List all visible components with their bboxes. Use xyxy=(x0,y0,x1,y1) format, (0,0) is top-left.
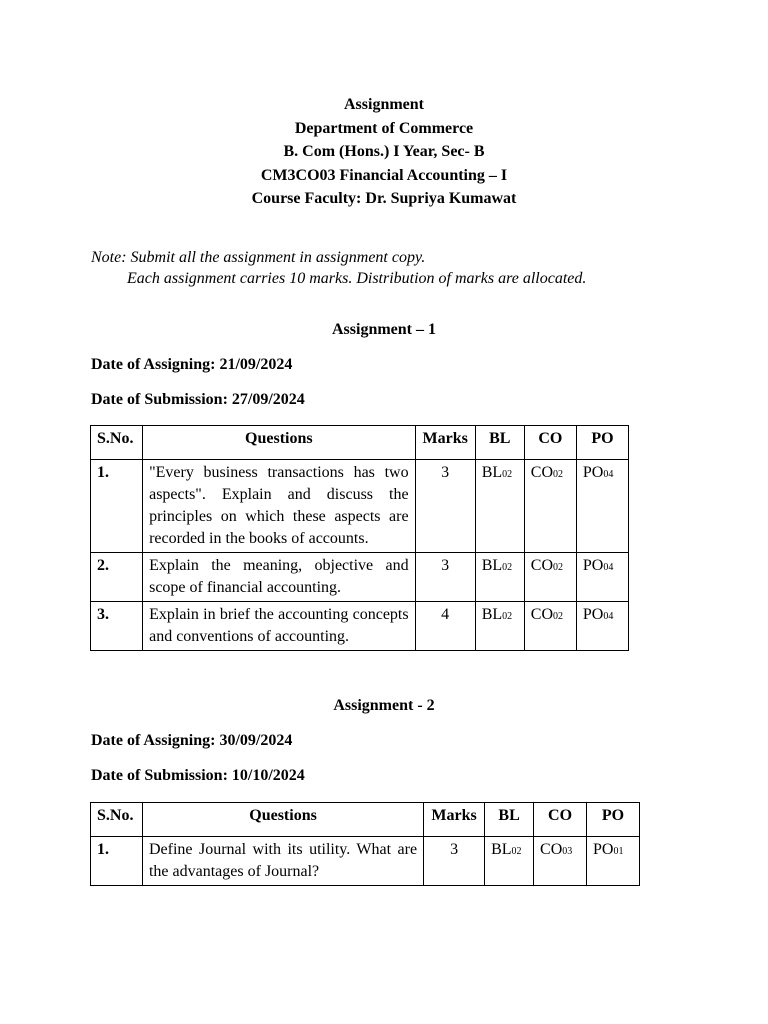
row-co: CO02 xyxy=(524,602,576,651)
table-header-row xyxy=(91,803,640,837)
col-sno: S.No. xyxy=(91,426,143,460)
assignment-1-table xyxy=(90,425,629,651)
row-marks: 4 xyxy=(415,602,475,651)
row-co: CO02 xyxy=(524,553,576,602)
table-row xyxy=(91,602,629,651)
col-po: PO xyxy=(576,426,628,460)
row-bl: BL02 xyxy=(485,837,534,886)
header-program: B. Com (Hons.) I Year, Sec- B xyxy=(283,143,485,161)
row-sno: 1. xyxy=(91,460,143,553)
row-po: PO04 xyxy=(576,602,628,651)
col-sno: S.No. xyxy=(91,803,143,837)
note-line-2: Each assignment carries 10 marks. Distribution of marks are allocated. xyxy=(127,270,587,287)
col-po: PO xyxy=(587,803,640,837)
row-co: CO02 xyxy=(524,460,576,553)
document-header xyxy=(0,93,768,211)
row-sno: 1. xyxy=(91,837,143,886)
row-bl: BL02 xyxy=(475,460,524,553)
col-bl: BL xyxy=(485,803,534,837)
row-po: PO01 xyxy=(587,837,640,886)
row-marks: 3 xyxy=(415,460,475,553)
row-po: PO04 xyxy=(576,553,628,602)
assignment-2-table xyxy=(90,802,640,886)
row-question: Explain the meaning, objective and scope of financial accounting. xyxy=(143,553,416,602)
assignment-1-date-submission: Date of Submission: 27/09/2024 xyxy=(91,391,305,408)
col-questions: Questions xyxy=(143,426,416,460)
header-title: Assignment xyxy=(343,96,424,113)
col-bl: BL xyxy=(475,426,524,460)
row-marks: 3 xyxy=(415,553,475,602)
header-faculty: Course Faculty: Dr. Supriya Kumawat xyxy=(251,190,517,208)
row-question: "Every business transactions has two aspects". Explain and discuss the principles on which these aspects are recorded in the books of accounts. xyxy=(143,460,416,553)
table-row xyxy=(91,837,640,886)
table-row xyxy=(91,553,629,602)
row-question: Define Journal with its utility. What are the advantages of Journal? xyxy=(142,837,423,886)
row-co: CO03 xyxy=(534,837,587,886)
table-header-row xyxy=(91,426,629,460)
header-course: CM3CO03 Financial Accounting – I xyxy=(260,166,508,184)
row-bl: BL02 xyxy=(475,602,524,651)
col-marks: Marks xyxy=(415,426,475,460)
row-marks: 3 xyxy=(424,837,485,886)
assignment-1-date-assigning: Date of Assigning: 21/09/2024 xyxy=(91,356,293,373)
row-bl: BL02 xyxy=(475,553,524,602)
assignment-2-title: Assignment - 2 xyxy=(333,697,435,714)
assignment-1-title: Assignment – 1 xyxy=(331,321,436,338)
header-department: Department of Commerce xyxy=(294,119,474,137)
col-questions: Questions xyxy=(142,803,423,837)
col-marks: Marks xyxy=(424,803,485,837)
table-row xyxy=(91,460,629,553)
row-sno: 3. xyxy=(91,602,143,651)
note xyxy=(91,247,586,289)
row-po: PO04 xyxy=(576,460,628,553)
note-line-1: Note: Submit all the assignment in assignment copy. xyxy=(91,249,426,266)
assignment-2-date-assigning: Date of Assigning: 30/09/2024 xyxy=(91,732,293,749)
row-sno: 2. xyxy=(91,553,143,602)
assignment-2-date-submission: Date of Submission: 10/10/2024 xyxy=(91,767,305,784)
col-co: CO xyxy=(524,426,576,460)
col-co: CO xyxy=(534,803,587,837)
row-question: Explain in brief the accounting concepts and conventions of accounting. xyxy=(143,602,416,651)
